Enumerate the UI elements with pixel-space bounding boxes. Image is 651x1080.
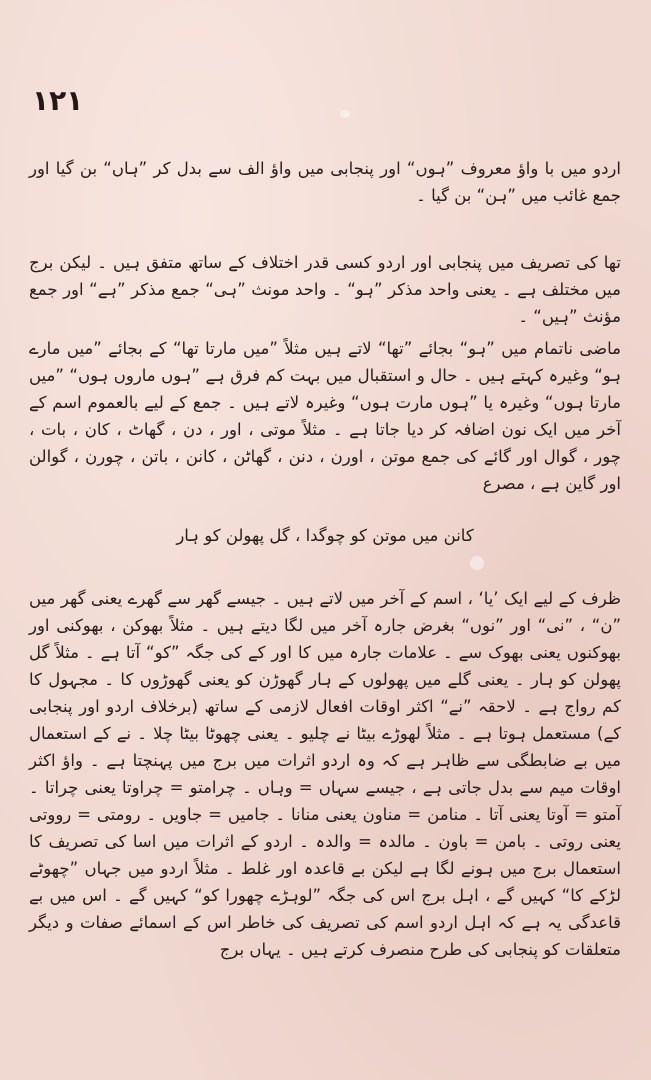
- paragraph-2: تھا کی تصریف میں پنجابی اور اردو کسی قدر اختلاف کے ساتھ متفق ہیں ۔ لیکن برج میں مختلف ہے ۔ یعنی واحد مذکر ”ہو“ ۔ واحد مونث ”ہی“ جمع مذکر ”ہے“ اور جمع مؤنث ”ہیں“ ۔: [29, 252, 621, 326]
- paper-speck: [340, 110, 350, 118]
- paragraph-4: ظرف کے لیے ایک ’یا‘ ، اسم کے آخر میں لاتے ہیں ۔ جیسے گھر سے گھرے یعنی گھر میں ”ن“ ، ”نی“ اور ”نوں“ بغرض جارہ آخر میں لگا دیتے ہیں ۔ مثلاً بھوکن ، بھوکنی اور بھوکنوں یعنی بھوک سے ۔ علامات جارہ میں کا اور کے کی جگہ ”کو“ آتا ہے ۔ مثلاً گل پھولن کو ہار ۔ یعنی گلے میں پھولوں کے ہار گھوڑن کو یعنی گھوڑوں کا ۔ مجہول کا کم رواج ہے ۔ لاحقہ ”نے“ اکثر اوقات افعال لازمی کے ساتھ (برخلاف اردو اور پنجابی کے) مستعمل ہوتا ہے ۔ مثلاً لھوڑے بیٹا نے چلیو ۔ یعنی چھوٹا بیٹا چلا ۔ نے کے استعمال میں بے ضابطگی سے ظاہر ہے کہ وہ اردو اثرات میں برج میں پہنچتا ہے ۔ واؤ اکثر اوقات میم سے بدل جاتی ہے ، جیسے سہاں = وہاں ۔ چرامتو = چراوتا یعنی چراتا ۔ آمتو = آوتا یعنی آتا ۔ منامن = مناون یعنی منانا ۔ جامیں = جاویں ۔ رومتی = رووتی یعنی روتی ۔ بامن = باون ۔ مالدہ = والدہ ۔ اردو کے اثرات میں اسا کی تصریف کا استعمال برج میں ہونے لگا ہے لیکن بے قاعدہ اور غلط ۔ مثلاً اردو میں جہاں ”چھوٹے لڑکے کا“ کہیں گے ، اہل برج اس کی جگہ ”لوہڑے چھورا کو“ کہیں گے ۔ اس میں بے قاعدگی یہ ہے کہ اہل اردو اسم کی تصریف کی خاطر اس کے اسمائے صفات و دیگر متعلقات کو پنجابی کی طرح منصرف کرتے ہیں ۔ یہاں برج: [29, 588, 621, 959]
- verse-line: کانن میں موتن کو چوگدا ، گل پھولن کو ہار: [176, 526, 474, 545]
- paragraph-3: ماضی ناتمام میں ”ہو“ بجائے ”تھا“ لاتے ہیں مثلاً ”میں مارتا تھا“ کے بجائے ”میں مارے ہو“ وغیرہ کہتے ہیں ۔ حال و استقبال میں بہت کم فرق ہے ”ہوں ماروں ہوں“ ”میں مارتا ہوں“ وغیرہ یا ”ہوں مارت ہوں“ وغیرہ لاتے ہیں ۔ جمع کے لیے بالعموم اسم کے آخر میں ایک نون اضافہ کر دیا جاتا ہے ۔ مثلاً موتی ، اور ، دن ، گھاٹ ، کان ، بات ، چور ، گوال اور گائے کی جمع موتن ، اورن ، دنن ، گھاٹن ، کانن ، باتن ، چورن ، گوالن اور گاین ہے ، مصرع: [29, 338, 621, 493]
- paragraph-1: اردو میں با واؤ معروف ”ہوں“ اور پنجابی میں واؤ الف سے بدل کر ”ہاں“ بن گیا اور جمع غائب میں ”ہن“ بن گیا ۔: [29, 158, 621, 205]
- page-number: ١٢١: [32, 84, 84, 117]
- paper-speck: [470, 556, 484, 570]
